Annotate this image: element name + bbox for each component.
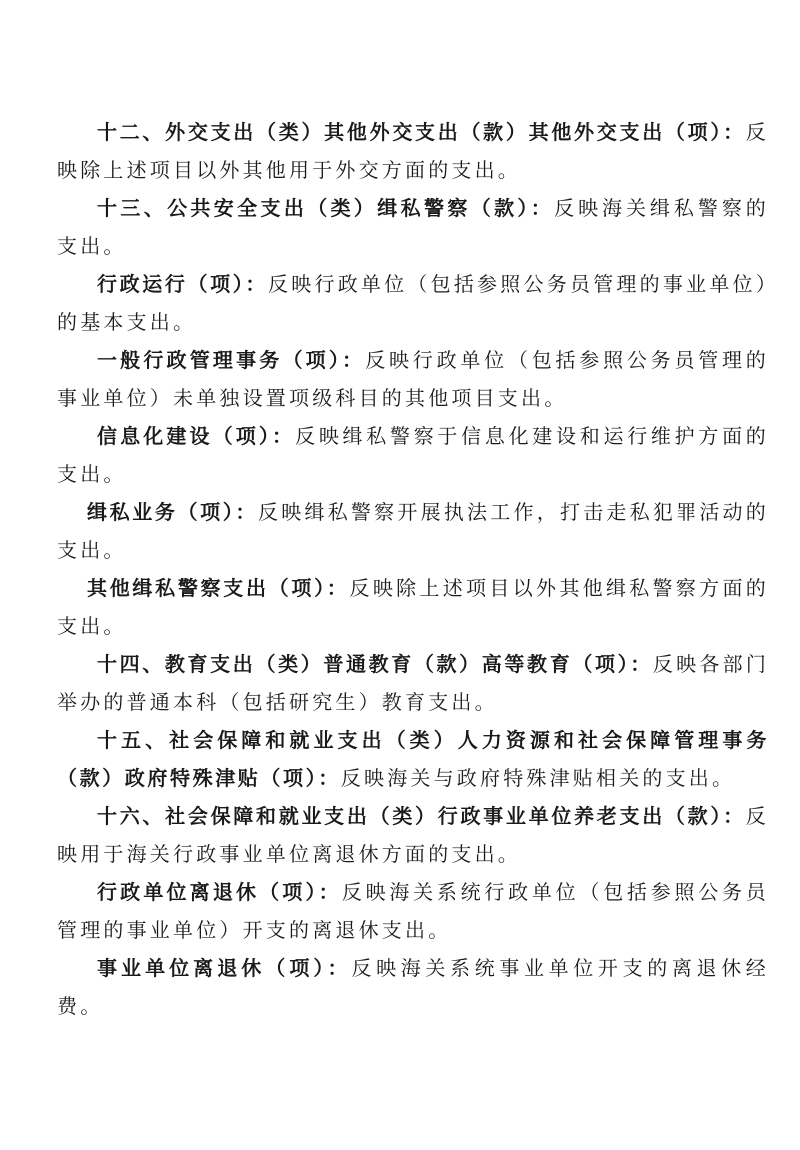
paragraph-body: 反映用于海关行政事业单位离退休方面的支出。 xyxy=(57,804,769,866)
paragraph-body: 反映行政单位（包括参照公务员管理的事业单位）的基本支出。 xyxy=(57,272,769,334)
paragraph-special-allowance xyxy=(57,721,769,797)
paragraph-heading: 其他缉私警察支出（项）： xyxy=(87,576,350,600)
paragraph-pension xyxy=(57,797,769,873)
paragraph-body: 反映缉私警察于信息化建设和运行维护方面的支出。 xyxy=(57,424,769,486)
paragraph-institution-retirement xyxy=(57,949,769,1025)
paragraph-heading: 行政单位离退休（项）： xyxy=(97,880,342,904)
paragraph-body: 反映海关缉私警察的支出。 xyxy=(57,196,769,258)
paragraph-public-security xyxy=(57,189,769,265)
paragraph-heading: 十五、社会保障和就业支出（类）人力资源和社会保障管理事务（款）政府特殊津贴（项）： xyxy=(57,728,769,790)
paragraph-body: 反映除上述项目以外其他用于外交方面的支出。 xyxy=(57,120,769,182)
paragraph-body: 反映除上述项目以外其他缉私警察方面的支出。 xyxy=(57,576,769,638)
paragraph-heading: 一般行政管理事务（项）： xyxy=(97,348,366,372)
paragraph-admin-retirement xyxy=(57,873,769,949)
paragraph-body: 反映缉私警察开展执法工作，打击走私犯罪活动的支出。 xyxy=(57,500,769,562)
paragraph-body: 反映海关系统行政单位（包括参照公务员管理的事业单位）开支的离退休支出。 xyxy=(57,880,769,942)
paragraph-general-admin-affairs xyxy=(57,341,769,417)
paragraph-diplomacy xyxy=(57,113,769,189)
paragraph-body: 反映海关与政府特殊津贴相关的支出。 xyxy=(340,766,736,790)
paragraph-heading: 十三、公共安全支出（类）缉私警察（款）： xyxy=(97,196,555,220)
paragraph-other-police xyxy=(57,569,769,645)
paragraph-heading: 行政运行（项）： xyxy=(97,272,269,296)
paragraph-body: 反映海关系统事业单位开支的离退休经费。 xyxy=(57,956,769,1018)
paragraph-heading: 十四、教育支出（类）普通教育（款）高等教育（项）： xyxy=(97,652,653,676)
paragraph-heading: 十二、外交支出（类）其他外交支出（款）其他外交支出（项）： xyxy=(97,120,746,144)
paragraph-heading: 信息化建设（项）： xyxy=(97,424,296,448)
paragraph-body: 反映行政单位（包括参照公务员管理的事业单位）未单独设置项级科目的其他项目支出。 xyxy=(57,348,770,410)
paragraph-informatization xyxy=(57,417,769,493)
paragraph-anti-smuggling xyxy=(57,493,769,569)
paragraph-administrative-operation xyxy=(57,265,769,341)
paragraph-body: 反映各部门举办的普通本科（包括研究生）教育支出。 xyxy=(57,652,770,714)
paragraph-heading: 十六、社会保障和就业支出（类）行政事业单位养老支出（款）： xyxy=(97,804,746,828)
paragraph-education xyxy=(57,645,769,721)
paragraph-heading: 事业单位离退休（项）： xyxy=(97,956,352,980)
paragraph-heading: 缉私业务（项）： xyxy=(87,500,259,524)
